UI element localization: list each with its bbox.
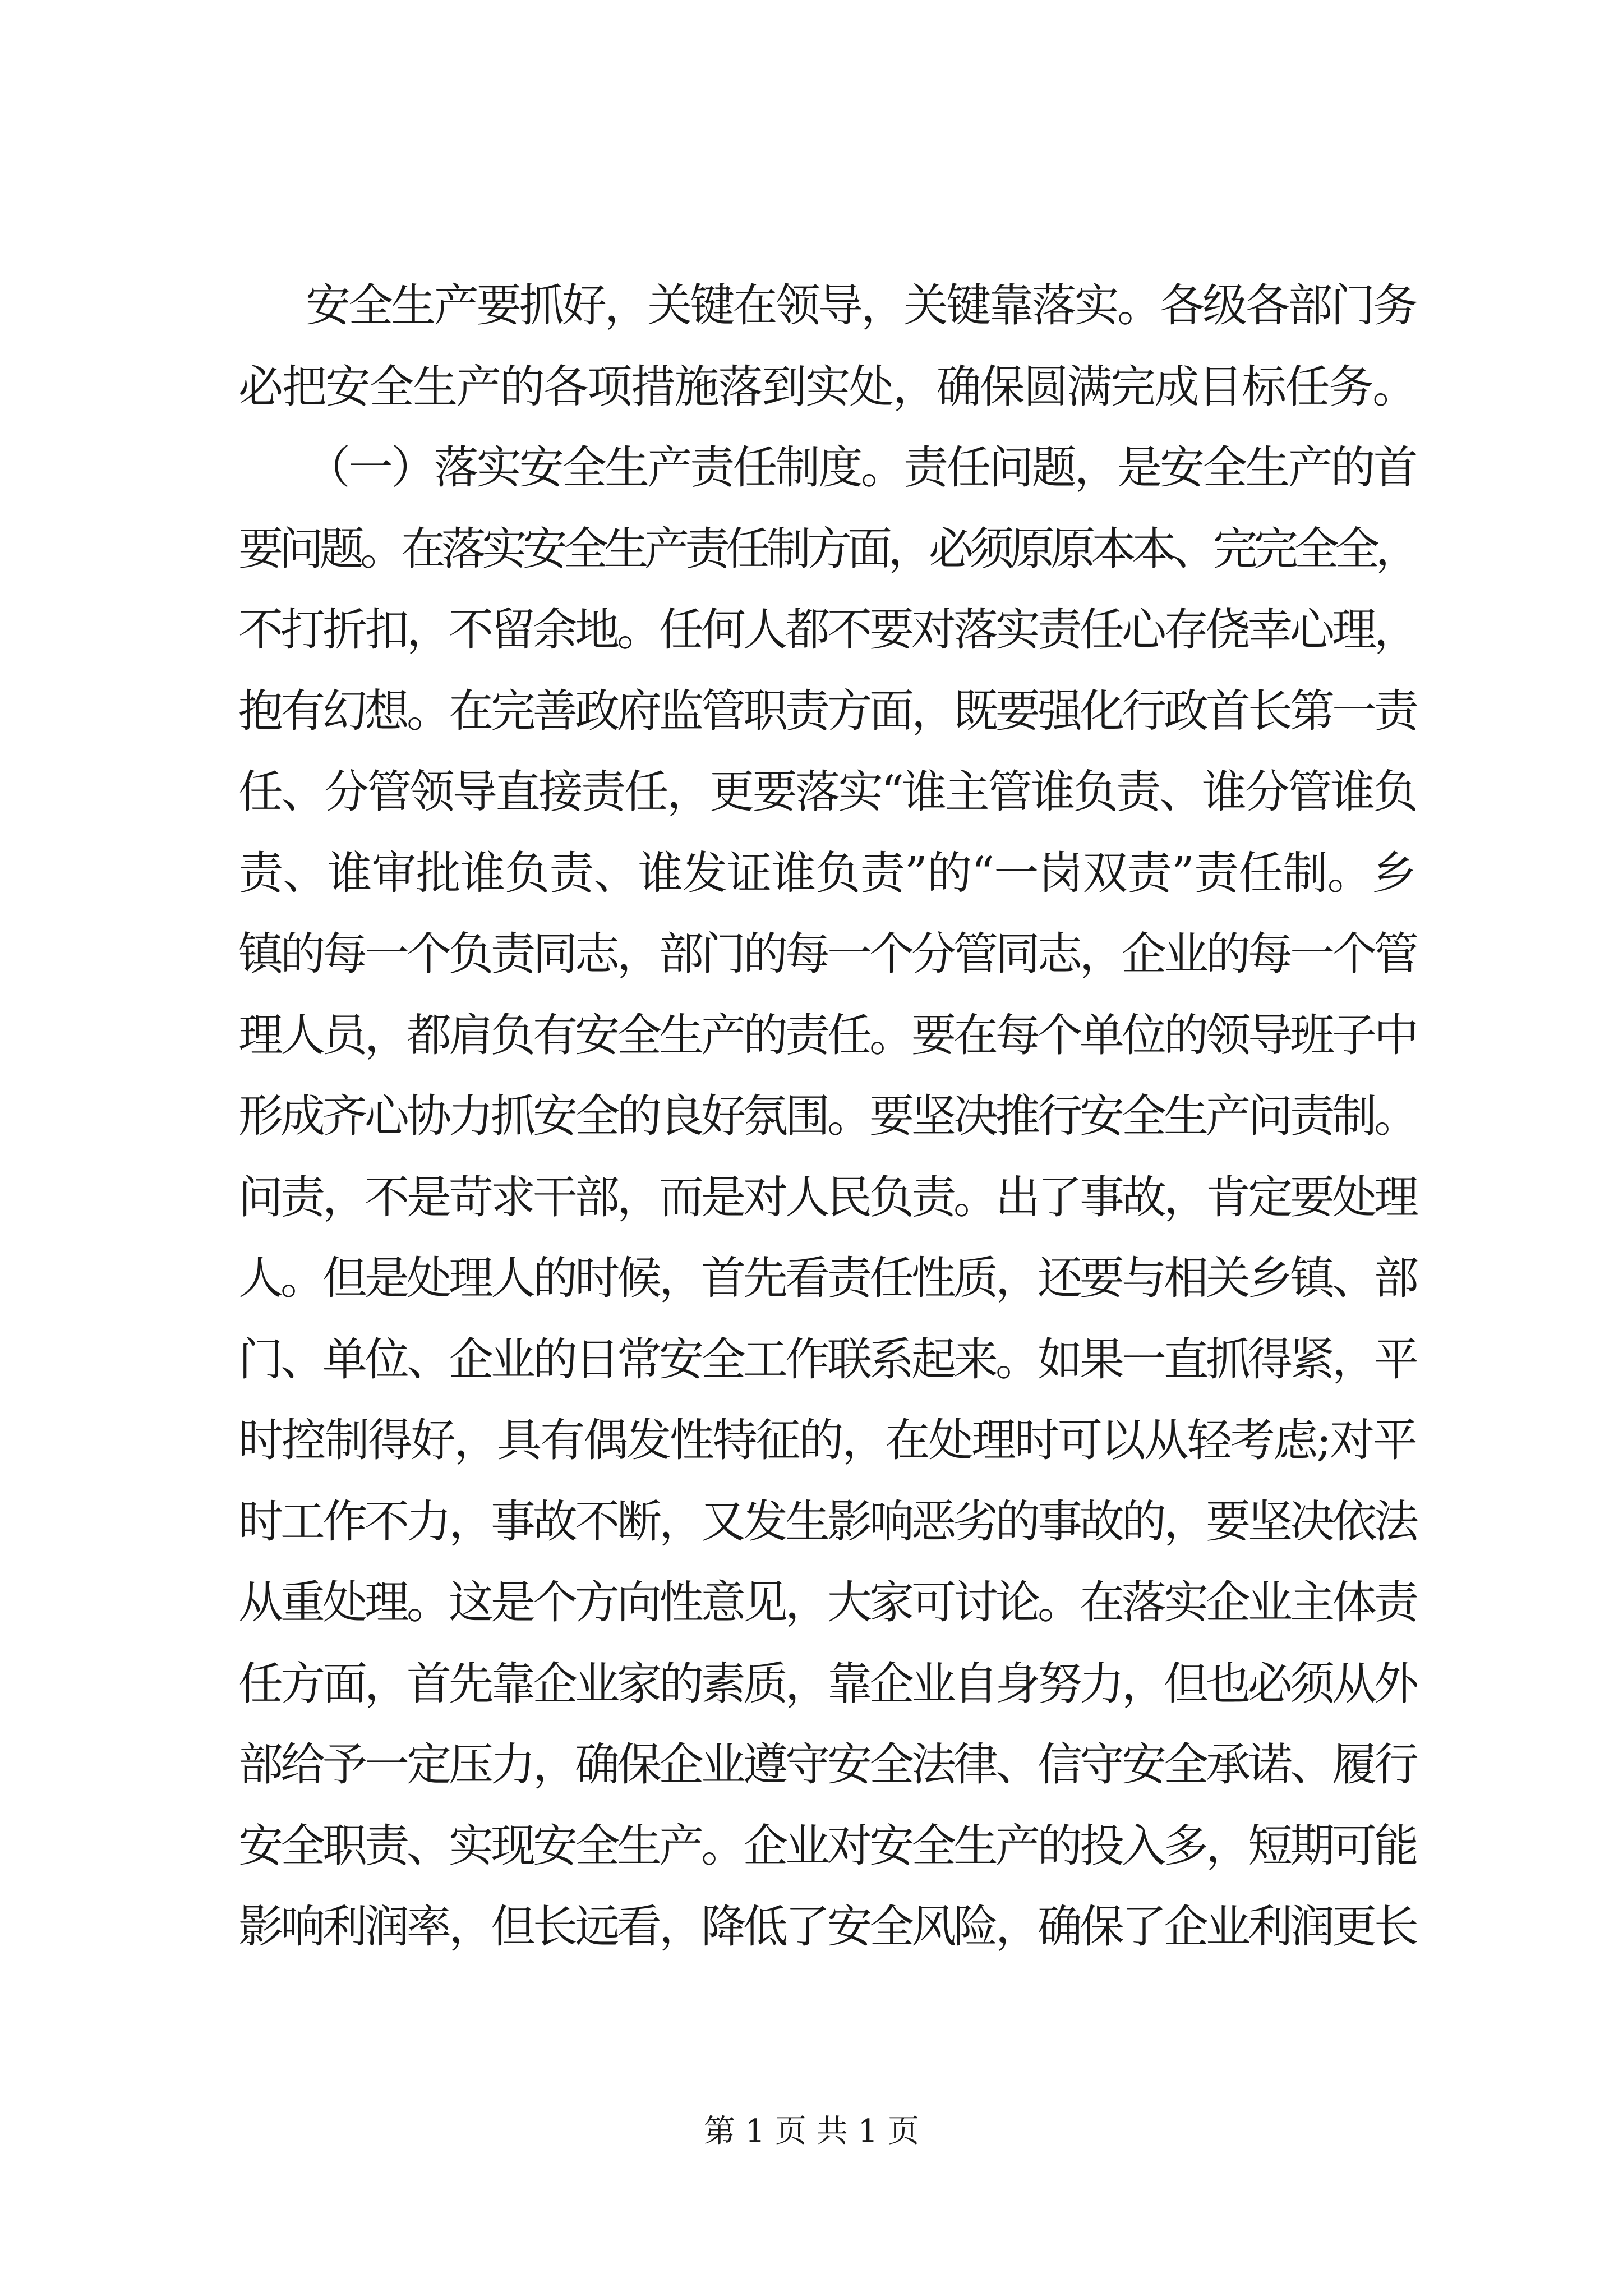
paragraph-line: 安全职责、实现安全生产。企业对安全生产的投入多，短期可能: [238, 1820, 1416, 1872]
paragraph-line: 人。但是处理人的时候，首先看责任性质，还要与相关乡镇、部: [238, 1252, 1416, 1304]
paragraph-line: 从重处理。这是个方向性意见，大家可讨论。在落实企业主体责: [238, 1576, 1416, 1628]
paragraph-line: 时控制得好，具有偶发性特征的，在处理时可以从轻考虑;对平: [238, 1414, 1416, 1466]
paragraph-line: 责、谁审批谁负责、谁发证谁负责”的“一岗双责”责任制。乡: [238, 847, 1417, 899]
paragraph-line: 必把安全生产的各项措施落到实处，确保圆满完成目标任务。: [238, 361, 1417, 413]
paragraph-line: 抱有幻想。在完善政府监管职责方面，既要强化行政首长第一责: [238, 685, 1416, 737]
paragraph-line: 不打折扣，不留余地。任何人都不要对落实责任心存侥幸心理，: [238, 604, 1416, 656]
paragraph-line: 要问题。在落实安全生产责任制方面，必须原原本本、完完全全，: [238, 523, 1416, 575]
paragraph-line: 安全生产要抓好，关键在领导，关键靠落实。各级各部门务: [306, 279, 1416, 332]
paragraph-line: 形成齐心协力抓安全的良好氛围。要坚决推行安全生产问责制。: [238, 1090, 1416, 1142]
paragraph-line: 影响利润率，但长远看，降低了安全风险，确保了企业利润更长: [238, 1901, 1416, 1953]
paragraph-line: 任、分管领导直接责任，更要落实“谁主管谁负责、谁分管谁负: [238, 766, 1417, 818]
page-footer: 第 1 页 共 1 页: [703, 2113, 920, 2150]
paragraph-line: 问责，不是苛求干部，而是对人民负责。出了事故，肯定要处理: [238, 1171, 1416, 1223]
paragraph-line: （一）落实安全生产责任制度。责任问题，是安全生产的首: [306, 441, 1416, 494]
paragraph-line: 任方面，首先靠企业家的素质，靠企业自身努力，但也必须从外: [238, 1658, 1416, 1710]
paragraph-line: 部给予一定压力，确保企业遵守安全法律、信守安全承诺、履行: [238, 1738, 1416, 1791]
paragraph-line: 理人员，都肩负有安全生产的责任。要在每个单位的领导班子中: [238, 1009, 1416, 1061]
paragraph-line: 门、单位、企业的日常安全工作联系起来。如果一直抓得紧，平: [238, 1333, 1416, 1386]
paragraph-line: 时工作不力，事故不断，又发生影响恶劣的事故的，要坚决依法: [238, 1496, 1416, 1548]
paragraph-line: 镇的每一个负责同志，部门的每一个分管同志，企业的每一个管: [238, 928, 1416, 980]
